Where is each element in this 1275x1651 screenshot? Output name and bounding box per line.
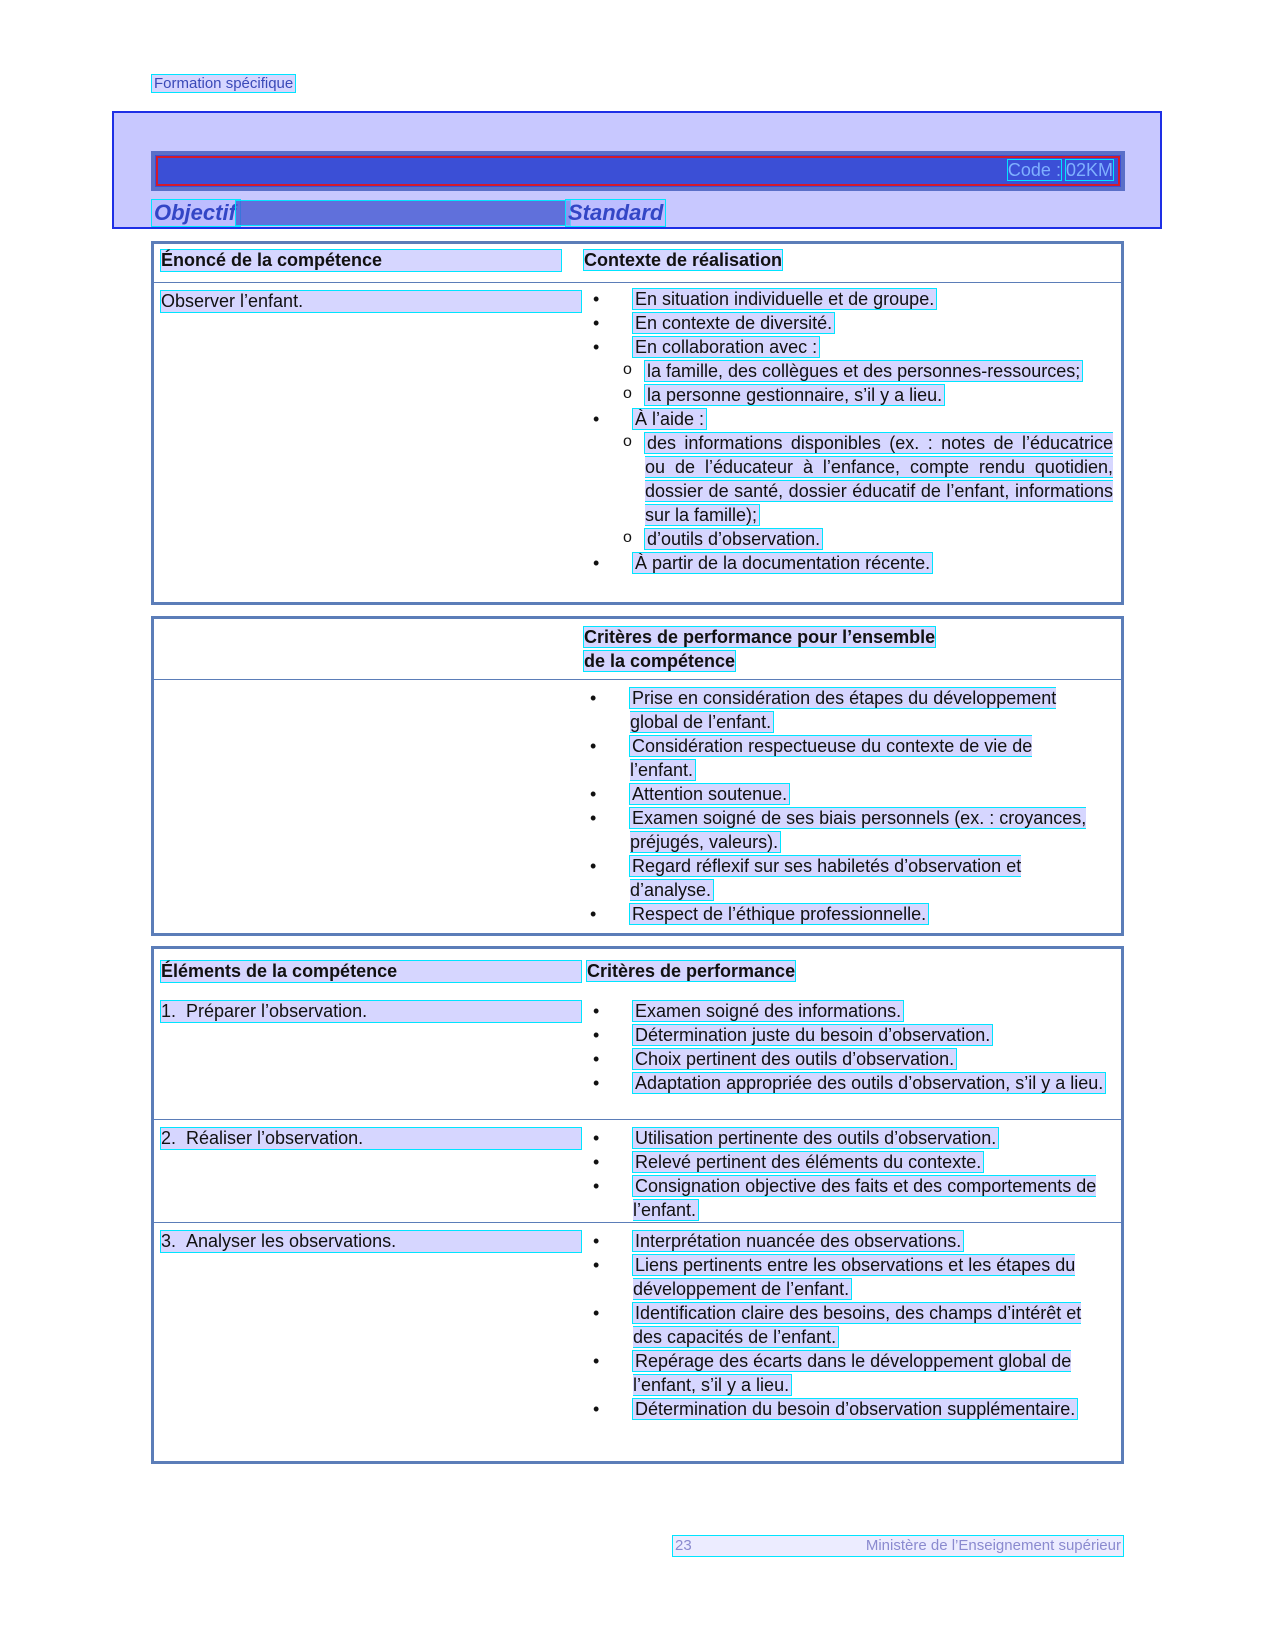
table2-body-row	[154, 679, 1121, 934]
critere-ensemble-item-text: Examen soigné de ses biais personnels (ex. : croyances, préjugés, valeurs).	[630, 808, 1087, 852]
critere-ensemble-item-text: Prise en considération des étapes du développement global de l’enfant.	[630, 688, 1057, 732]
element-critere-item	[587, 1174, 1107, 1222]
table1-body-row	[154, 282, 1121, 603]
contexte-item-text: À l’aide :	[635, 409, 705, 429]
element-critere-item	[587, 1150, 1107, 1174]
element-critere-item	[587, 1301, 1107, 1349]
criteres-header: Critères de performance	[587, 961, 796, 981]
contexte-subitem-text: la famille, des collègues et des personnes-ressources;	[647, 361, 1081, 381]
element-critere-item-text: Détermination du besoin d’observation supplémentaire.	[635, 1399, 1076, 1419]
element-critere-item-text: Adaptation appropriée des outils d’observation, s’il y a lieu.	[635, 1073, 1104, 1093]
table3-header-row	[154, 949, 1121, 993]
code-bar	[151, 151, 1125, 191]
ministry-name: Ministère de l’Enseignement supérieur	[865, 1537, 1121, 1554]
contexte-subitem-text: d’outils d’observation.	[647, 529, 821, 549]
element-critere-item	[587, 1253, 1107, 1301]
table-criteres-ensemble	[151, 616, 1124, 936]
contexte-subitem	[587, 359, 1113, 383]
objectif-label: Objectif	[152, 200, 240, 226]
element-label: 1. Préparer l’observation.	[161, 1001, 581, 1022]
element-critere-item-text: Choix pertinent des outils d’observation.	[635, 1049, 955, 1069]
element-critere-item	[587, 1397, 1107, 1421]
critere-ensemble-item	[584, 734, 1101, 782]
contexte-item	[587, 287, 1113, 311]
criteres-ensemble-list	[584, 686, 1101, 926]
code-text	[1008, 160, 1113, 181]
header-box	[112, 111, 1162, 229]
contexte-list	[587, 287, 1113, 575]
elements-rows	[154, 993, 1121, 1443]
critere-ensemble-item	[584, 854, 1101, 902]
page-footer	[673, 1536, 1123, 1556]
contexte-subitem	[587, 431, 1113, 527]
table-elements	[151, 946, 1124, 1464]
contexte-item-text: En contexte de diversité.	[635, 313, 833, 333]
competence-statement: Observer l’enfant.	[161, 291, 581, 312]
element-critere-item-text: Liens pertinents entre les observations et les étapes du développement de l’enfant.	[633, 1255, 1076, 1299]
criteres-ensemble-header-line2: de la compétence	[584, 651, 736, 671]
critere-ensemble-item-text: Considération respectueuse du contexte de vie de l’enfant.	[630, 736, 1033, 780]
critere-ensemble-item	[584, 686, 1101, 734]
element-critere-item	[587, 1126, 1107, 1150]
element-critere-item-text: Repérage des écarts dans le développement global de l’enfant, s’il y a lieu.	[633, 1351, 1072, 1395]
contexte-header: Contexte de réalisation	[584, 250, 783, 270]
contexte-item	[587, 407, 1113, 551]
element-critere-item	[587, 1349, 1107, 1397]
element-row	[154, 1222, 1121, 1443]
element-critere-item-text: Utilisation pertinente des outils d’observation.	[635, 1128, 997, 1148]
code-value: 02KM	[1065, 160, 1113, 180]
standard-label: Standard	[568, 200, 664, 225]
element-criteres-list	[587, 1126, 1107, 1222]
contexte-subitem	[587, 383, 1113, 407]
contexte-item-text: En collaboration avec :	[635, 337, 818, 357]
contexte-item	[587, 335, 1113, 407]
element-critere-item	[587, 1229, 1107, 1253]
critere-ensemble-item	[584, 806, 1101, 854]
element-row	[154, 993, 1121, 1119]
critere-ensemble-item-text: Respect de l’éthique professionnelle.	[632, 904, 927, 924]
element-critere-item-text: Relevé pertinent des éléments du contexte.	[635, 1152, 982, 1172]
element-critere-item	[587, 999, 1107, 1023]
running-head: Formation spécifique	[154, 75, 294, 92]
element-row	[154, 1119, 1121, 1222]
element-critere-item-text: Consignation objective des faits et des comportements de l’enfant.	[633, 1176, 1097, 1220]
code-label: Code :	[1007, 160, 1061, 180]
contexte-item	[587, 551, 1113, 575]
contexte-item-text: En situation individuelle et de groupe.	[635, 289, 935, 309]
critere-ensemble-item	[584, 902, 1101, 926]
enonce-header: Énoncé de la compétence	[161, 250, 561, 271]
contexte-subitem-text: des informations disponibles (ex. : notes de l’éducatrice ou de l’éducateur à l’enfance, compte rendu quotidien, dossier de santé, dossier éducatif de l’enfant, informations sur la famille);	[645, 433, 1113, 525]
contexte-subitem-text: la personne gestionnaire, s’il y a lieu.	[647, 385, 943, 405]
contexte-item	[587, 311, 1113, 335]
elements-header: Éléments de la compétence	[161, 961, 581, 982]
critere-ensemble-item-text: Attention soutenue.	[632, 784, 788, 804]
critere-ensemble-item-text: Regard réflexif sur ses habiletés d’observation et d’analyse.	[630, 856, 1022, 900]
element-label: 2. Réaliser l’observation.	[161, 1128, 581, 1149]
element-critere-item	[587, 1023, 1107, 1047]
element-critere-item-text: Interprétation nuancée des observations.	[635, 1231, 962, 1251]
element-critere-item-text: Examen soigné des informations.	[635, 1001, 902, 1021]
element-critere-item-text: Détermination juste du besoin d’observation.	[635, 1025, 991, 1045]
page-number: 23	[675, 1537, 692, 1554]
element-critere-item	[587, 1071, 1107, 1095]
table1-header-row	[154, 244, 1121, 282]
table2-header-row	[154, 619, 1121, 679]
element-criteres-list	[587, 1229, 1107, 1421]
critere-ensemble-item	[584, 782, 1101, 806]
table-enonce	[151, 241, 1124, 605]
contexte-subitem	[587, 527, 1113, 551]
criteres-ensemble-header-line1: Critères de performance pour l’ensemble	[584, 627, 936, 647]
contexte-item-text: À partir de la documentation récente.	[635, 553, 931, 573]
element-critere-item	[587, 1047, 1107, 1071]
element-label: 3. Analyser les observations.	[161, 1231, 581, 1252]
element-criteres-list	[587, 999, 1107, 1095]
element-critere-item-text: Identification claire des besoins, des champs d’intérêt et des capacités de l’enfant.	[633, 1303, 1082, 1347]
